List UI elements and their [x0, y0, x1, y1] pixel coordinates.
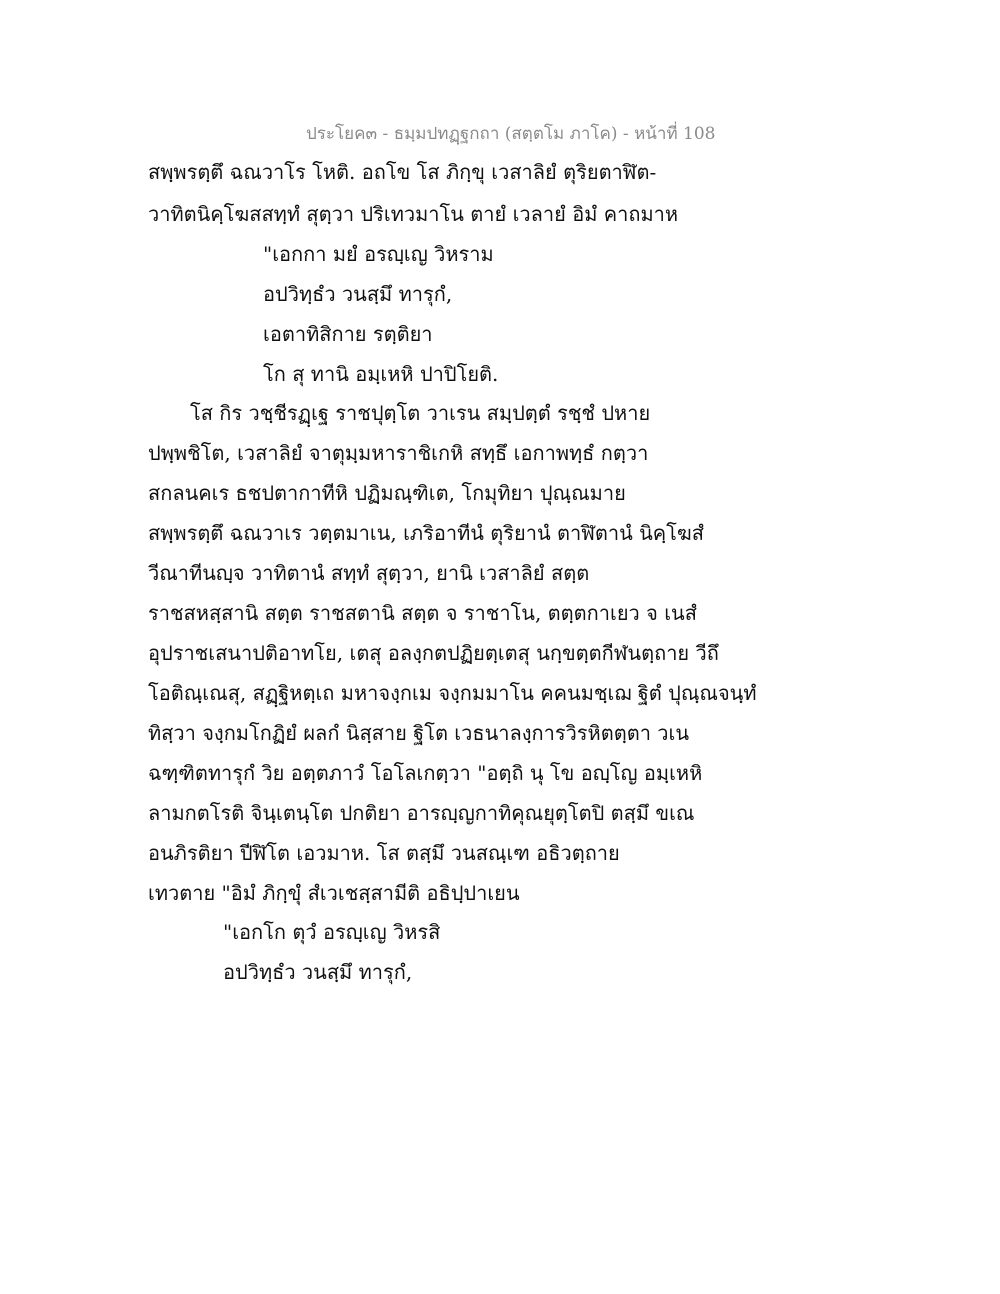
verse-line-1: "เอกกา มยํ อรญฺเญ วิหราม: [263, 242, 494, 266]
text-line-4: ปพฺพชิโต, เวสาลิยํ จาตุมฺมหาราชิเกหิ สทฺธึ เอกาพทฺธํ กตฺวา: [148, 441, 649, 465]
page-header: ประโยค๓ - ธมฺมปทฏฺฐกถา (สตฺตโม ภาโค) - หน้าที่ 108: [306, 124, 716, 144]
text-line-1: สพฺพรตฺตึ ฉณวาโร โหติ. อถโข โส ภิกฺขุ เวสาลิยํ ตุริยตาฬิต-: [148, 160, 657, 184]
verse-line-5: "เอกโก ตุวํ อรญฺเญ วิหรสิ: [223, 920, 441, 944]
text-line-2: วาทิตนิคฺโฆสสทฺทํ สุตฺวา ปริเทวมาโน ตายํ เวลายํ อิมํ คาถมาห: [148, 202, 679, 226]
text-line-3: โส กิร วชฺชีรฏฺเฐ ราชปุตฺโต วาเรน สมฺปตฺตํ รชฺชํ ปหาย: [190, 401, 651, 425]
verse-line-4: โก สุ ทานิ อมฺเหหิ ปาปิโยติ.: [263, 362, 499, 386]
verse-line-3: เอตาทิสิกาย รตฺติยา: [263, 322, 433, 346]
verse-line-6: อปวิทฺธํว วนสฺมึ ทารุกํ,: [223, 960, 413, 984]
text-line-6: สพฺพรตฺตึ ฉณวาเร วตฺตมาเน, เภริอาทีนํ ตุริยานํ ตาฬิตานํ นิคฺโฆสํ: [148, 521, 704, 545]
text-line-7: วีณาทีนญฺจ วาทิตานํ สทฺทํ สุตฺวา, ยานิ เวสาลิยํ สตฺต: [148, 561, 590, 585]
text-line-9: อุปราชเสนาปติอาทโย, เตสุ อลงฺกตปฏิยตฺเตสุ นกฺขตฺตกีฬนตฺถาย วีถึ: [148, 641, 719, 665]
text-line-8: ราชสหสฺสานิ สตฺต ราชสตานิ สตฺต จ ราชาโน, ตตฺตกาเยว จ เนสํ: [148, 601, 697, 625]
text-line-13: ลามกตโรติ จินฺเตนฺโต ปกติยา อารญฺญกาทิคุณยุตฺโตปิ ตสฺมึ ขเณ: [148, 801, 695, 825]
verse-line-2: อปวิทฺธํว วนสฺมึ ทารุกํ,: [263, 282, 453, 306]
text-line-14: อนภิรติยา ปีฬิโต เอวมาห. โส ตสฺมึ วนสณฺเฑ อธิวตฺถาย: [148, 841, 620, 865]
text-line-15: เทวตาย "อิมํ ภิกฺขุํ สํเวเชสฺสามีติ อธิปฺปาเยน: [148, 881, 520, 905]
text-line-11: ทิสฺวา จงฺกมโกฏิยํ ผลกํ นิสฺสาย ฐิโต เวธนาลงฺการวิรหิตตฺตา วเน: [148, 721, 690, 745]
text-line-12: ฉฑฺฑิตทารุกํ วิย อตฺตภาวํ โอโลเกตฺวา "อตฺถิ นุ โข อญฺโญ อมฺเหหิ: [148, 761, 703, 785]
text-line-5: สกลนคเร ธชปตากาทีหิ ปฏิมณฺฑิเต, โกมุทิยา ปุณฺณมาย: [148, 481, 626, 505]
text-line-10: โอติณฺเณสุ, สฏฺฐิหตฺเถ มหาจงฺกเม จงฺกมมาโน คคนมชฺเฌ ฐิตํ ปุณฺณจนฺทํ: [148, 681, 757, 705]
